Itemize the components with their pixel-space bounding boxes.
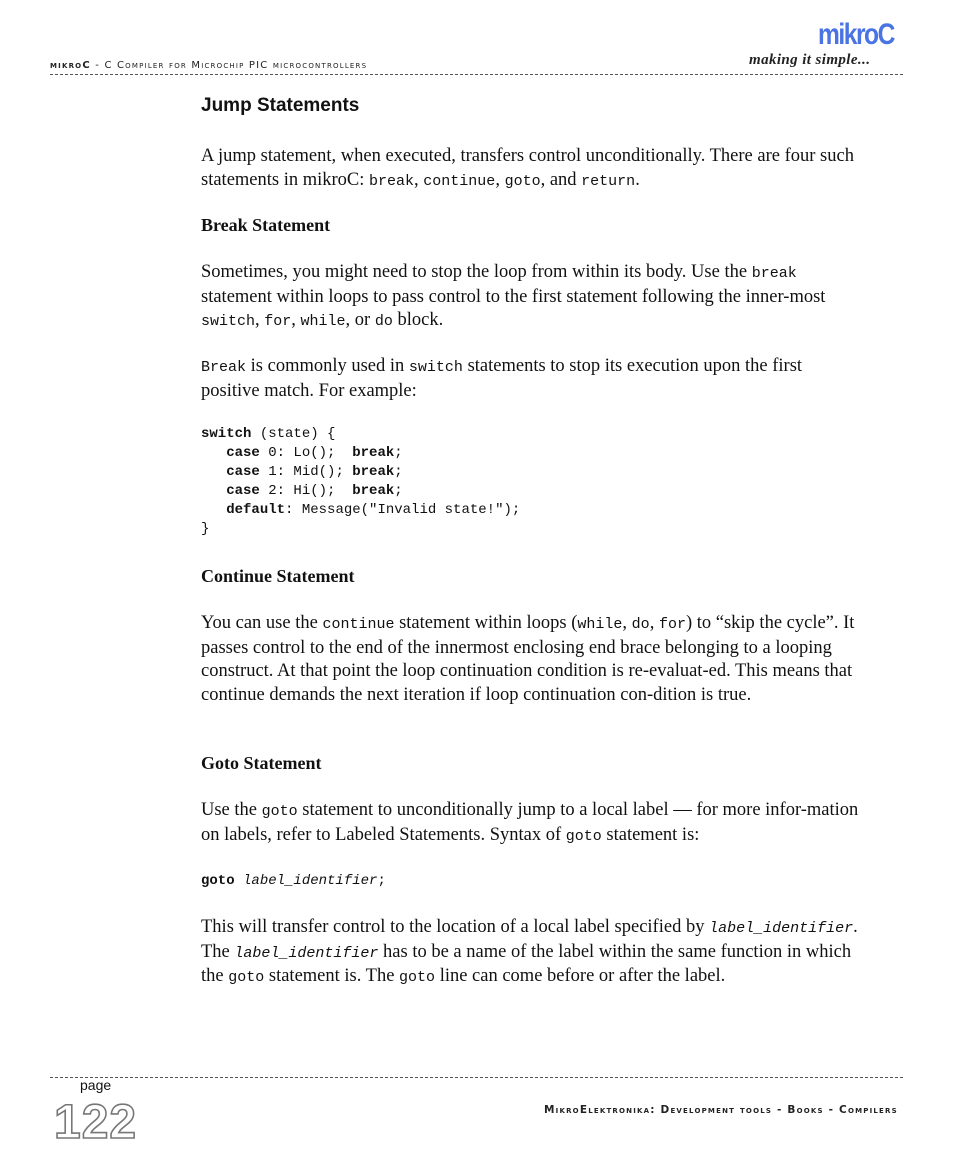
keyword: goto: [201, 873, 235, 889]
running-header: [50, 60, 367, 71]
goto-paragraph-2: [201, 916, 861, 990]
text: ,: [649, 613, 659, 633]
continue-paragraph: [201, 612, 861, 707]
text: statement within loops to pass control to the first statement following the inner-most: [201, 286, 826, 307]
keyword: case: [226, 445, 260, 461]
keyword: break: [352, 464, 395, 480]
code-text: ;: [394, 464, 403, 480]
code-text: (state) {: [251, 426, 336, 442]
text: ,: [414, 169, 424, 190]
keyword: break: [352, 483, 395, 499]
keyword: case: [226, 483, 260, 499]
code-break: Break: [201, 359, 247, 376]
keyword: default: [226, 502, 286, 518]
keyword: case: [226, 464, 260, 480]
code-text: ;: [394, 445, 403, 461]
code-for: for: [264, 313, 292, 330]
text: statement is. The: [264, 966, 400, 986]
code-text: 1: Mid();: [259, 464, 353, 480]
text: statements to stop its execution upon the first positive match. For example:: [201, 356, 803, 401]
text: Use the: [201, 800, 262, 820]
code-break: break: [751, 265, 797, 282]
intro-paragraph: [201, 145, 861, 193]
code-text: 0: Lo();: [259, 445, 353, 461]
code-switch: switch: [408, 359, 463, 376]
code-goto: goto: [504, 172, 541, 190]
switch-code-example: [201, 425, 520, 539]
header-divider: [50, 74, 903, 75]
text: statement within loops (: [394, 613, 578, 633]
text: has to be a name of the label within the same function in which the: [201, 941, 852, 986]
break-paragraph-1: [201, 261, 861, 334]
goto-heading: Goto Statement: [201, 753, 322, 773]
break-heading: Break Statement: [201, 215, 331, 235]
text: ) to “skip the cycle”. It passes control to the end of the innermost enclosing end brace belonging to a looping construct. At that point the loop continuation condition is re-evaluat-ed. This means that continue demands the next iteration if loop continuation con-dition is true.: [201, 613, 855, 705]
text: statement is:: [601, 824, 700, 845]
code-continue: continue: [423, 172, 496, 190]
code-label-identifier: label_identifier: [234, 944, 379, 962]
code-do: do: [631, 616, 650, 633]
section-title: Jump Statements: [201, 95, 360, 116]
code-label-identifier: label_identifier: [709, 920, 854, 937]
code-text: : Message("Invalid state!");: [285, 502, 521, 518]
mikroc-logo: mikroC: [818, 18, 894, 51]
code-text: }: [201, 521, 210, 537]
text: .: [635, 169, 640, 190]
goto-syntax: [201, 872, 386, 891]
keyword: switch: [201, 426, 252, 442]
text: ,: [622, 613, 632, 633]
text: This will transfer control to the location of a local label specified by: [201, 917, 710, 937]
text: block.: [392, 310, 444, 330]
code-switch: switch: [201, 313, 256, 330]
tagline: making it simple...: [749, 52, 871, 68]
running-header-brand: mikroC: [50, 60, 91, 71]
footer-publisher: MikroElektronika: Development tools - Books - Compilers: [544, 1104, 898, 1116]
text: statement to unconditionally jump to a local label — for more infor-mation on labels, refer to Labeled Statements. Syntax of: [201, 800, 859, 845]
footer-divider: [50, 1077, 903, 1078]
code-text: 2: Hi();: [259, 483, 353, 499]
code-for: for: [658, 616, 686, 633]
code-return: return: [581, 172, 636, 190]
code-break: break: [369, 172, 415, 190]
code-goto: goto: [228, 969, 265, 986]
text: ,: [291, 310, 301, 330]
code-do: do: [374, 313, 393, 330]
code-while: while: [577, 616, 623, 633]
text: You can use the: [201, 613, 323, 633]
page-number: 122: [54, 1096, 138, 1149]
code-continue: continue: [322, 616, 395, 633]
text: . The: [201, 917, 858, 962]
text: , or: [345, 310, 375, 330]
goto-paragraph-1: [201, 799, 861, 848]
text: , and: [540, 169, 582, 190]
text: Sometimes, you might need to stop the loop from within its body. Use the: [201, 262, 752, 282]
text: is commonly used in: [246, 356, 409, 376]
text: ,: [255, 310, 265, 330]
page-label: page: [80, 1077, 112, 1093]
text: A jump statement, when executed, transfers control unconditionally. There are four such statements in mikroC:: [201, 146, 854, 190]
keyword: break: [352, 445, 395, 461]
code-while: while: [300, 313, 346, 330]
code-goto: goto: [399, 969, 436, 986]
code-goto: goto: [261, 803, 298, 820]
continue-heading: Continue Statement: [201, 566, 355, 586]
identifier: label_identifier: [243, 873, 378, 889]
break-paragraph-2: [201, 355, 861, 403]
code-text: ;: [377, 873, 386, 889]
code-goto: goto: [565, 827, 602, 845]
code-text: ;: [394, 483, 403, 499]
text: ,: [495, 169, 505, 190]
running-header-title: - C Compiler for Microchip PIC microcontrollers: [90, 60, 368, 71]
text: line can come before or after the label.: [435, 966, 726, 986]
